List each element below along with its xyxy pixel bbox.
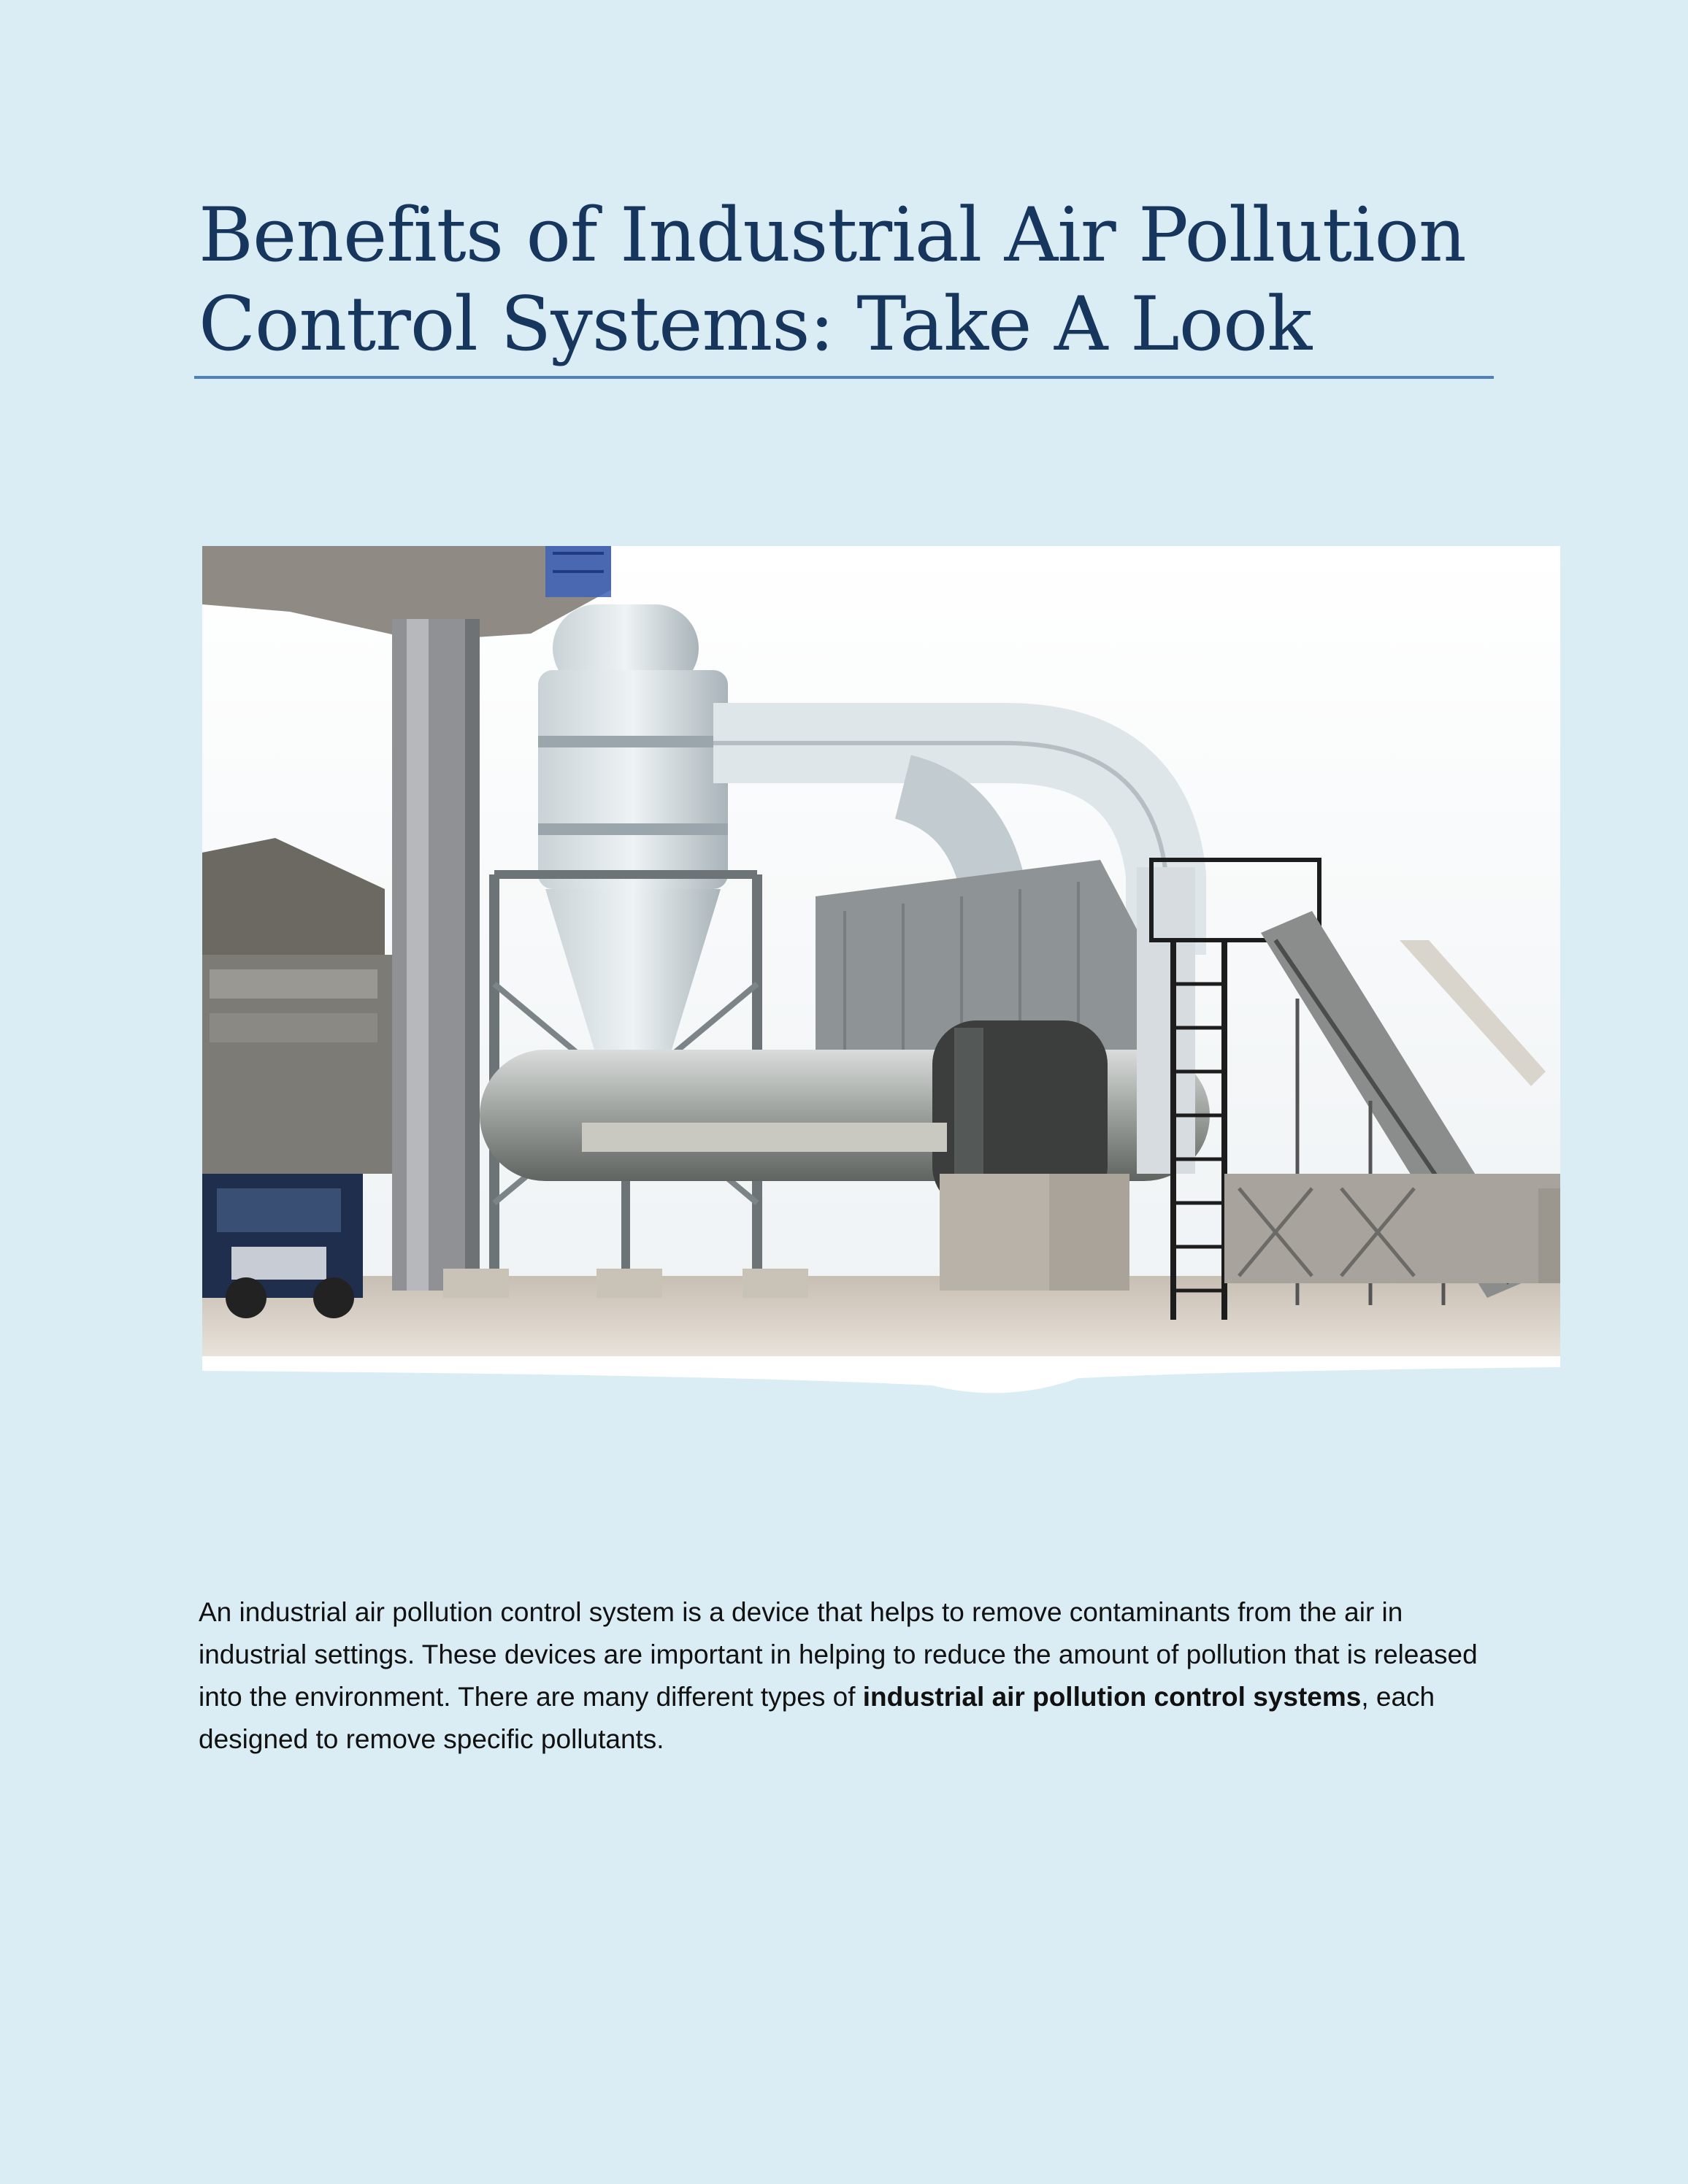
title-underline-rule <box>194 376 1494 379</box>
body-paragraph <box>199 1591 1484 1761</box>
title-line-1: Benefits of Industrial Air Pollution <box>199 192 1466 279</box>
paragraph-text-end: , each designed to remove specific pollutants. <box>199 1682 1435 1754</box>
title-line-2: Control Systems: Take A Look <box>199 281 1312 368</box>
paragraph-bold-keyword: industrial air pollution control systems <box>862 1682 1362 1712</box>
industrial-plant-photo <box>202 546 1560 1404</box>
paragraph-text-start: An industrial air pollution control system is a device that helps to remove contaminants from the air in industrial settings. These devices are important in helping to reduce the amount of pollution that is released into the environment. There are many different types of <box>199 1597 1478 1712</box>
document-title <box>199 191 1513 369</box>
